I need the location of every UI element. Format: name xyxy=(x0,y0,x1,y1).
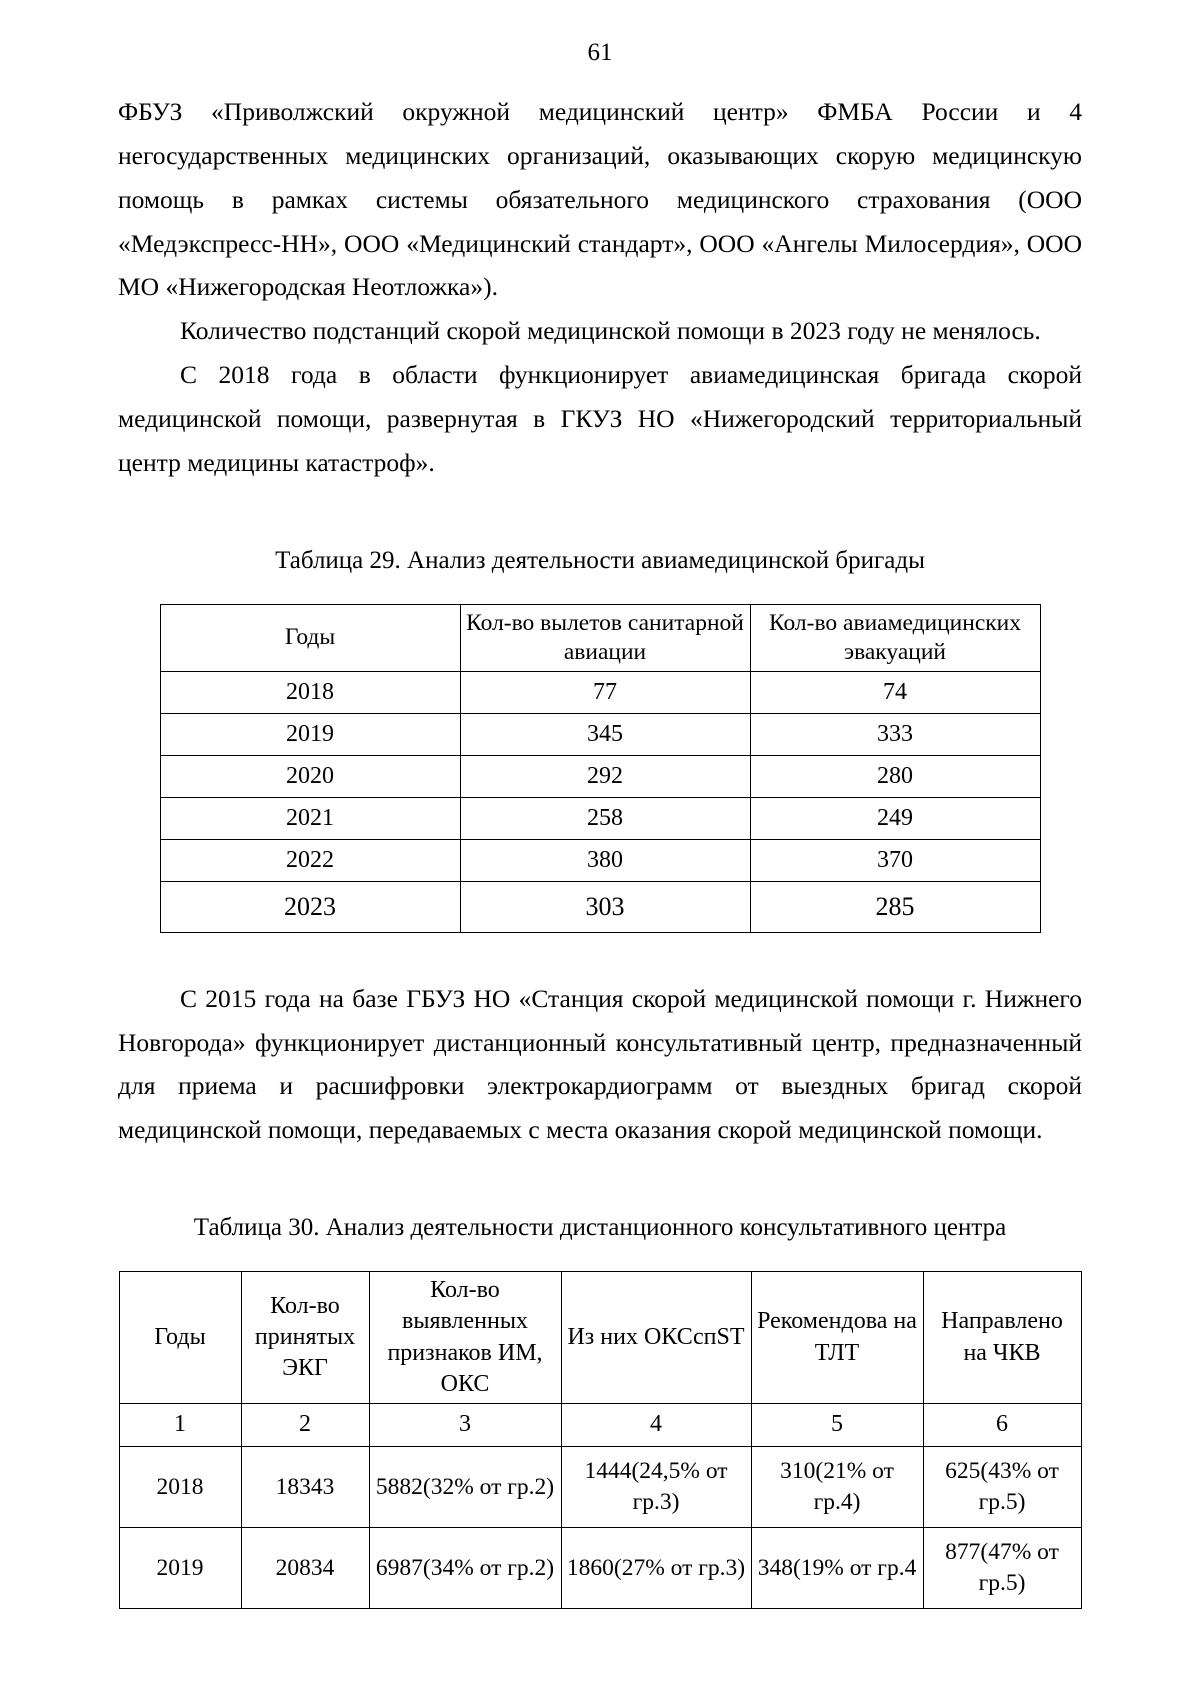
table-row xyxy=(160,713,1040,755)
table-cell: 380 xyxy=(460,839,750,881)
table-row xyxy=(119,1446,1081,1527)
table-cell: 2021 xyxy=(160,797,460,839)
table-30-header-cell: Направлено на ЧКВ xyxy=(923,1272,1081,1404)
spacer-caption-table-29 xyxy=(118,578,1082,604)
paragraph-3: С 2018 года в области функционирует авиамедицинская бригада скорой медицинской помощи, развернутая в ГКУЗ НО «Нижегородский территориальный центр медицины катастроф». xyxy=(118,360,1082,477)
table-cell: 18343 xyxy=(241,1446,369,1527)
table-30-number-cell: 3 xyxy=(369,1403,561,1446)
table-cell: 6987(34% от гр.2) xyxy=(369,1527,561,1608)
table-cell: 74 xyxy=(750,671,1040,713)
table-cell: 370 xyxy=(750,839,1040,881)
table-29-header-cell: Кол-во вылетов санитарной авиации xyxy=(460,604,750,671)
table-row xyxy=(160,797,1040,839)
table-cell: 625(43% от гр.5) xyxy=(923,1446,1081,1527)
paragraph-2: Количество подстанций скорой медицинской помощи в 2023 году не менялось. xyxy=(180,316,1041,346)
table-30-number-cell: 5 xyxy=(751,1403,923,1446)
spacer-before-table-30 xyxy=(118,1152,1082,1210)
paragraph-4: С 2015 года на базе ГБУЗ НО «Станция скорой медицинской помощи г. Нижнего Новгорода» функционирует дистанционный консультативный центр, предназначенный для приема и расшифровки электрокардиограмм от выездных бригад скорой медицинской помощи, передаваемых с места оказания скорой медицинской помощи. xyxy=(118,983,1082,1145)
spacer-after-table-29 xyxy=(118,933,1082,977)
table-cell: 249 xyxy=(750,797,1040,839)
table-cell: 1860(27% от гр.3) xyxy=(561,1527,751,1608)
table-30-number-cell: 6 xyxy=(923,1403,1081,1446)
table-30-numbering-row xyxy=(119,1403,1081,1446)
table-cell: 258 xyxy=(460,797,750,839)
table-cell: 1444(24,5% от гр.3) xyxy=(561,1446,751,1527)
table-row xyxy=(160,671,1040,713)
table-cell: 303 xyxy=(460,881,750,932)
table-cell: 77 xyxy=(460,671,750,713)
table-cell: 2019 xyxy=(119,1527,241,1608)
table-30-header-cell: Из них ОКСспST xyxy=(561,1272,751,1404)
table-30-number-cell: 2 xyxy=(241,1403,369,1446)
table-row xyxy=(160,755,1040,797)
table-29-caption: Таблица 29. Анализ деятельности авиамедицинской бригады xyxy=(275,546,925,574)
table-row xyxy=(119,1527,1081,1608)
table-30-caption: Таблица 30. Анализ деятельности дистанционного консультативного центра xyxy=(193,1214,1007,1242)
table-29-header-cell: Кол-во авиамедицинских эвакуаций xyxy=(750,604,1040,671)
table-cell: 2018 xyxy=(160,671,460,713)
table-row xyxy=(160,839,1040,881)
table-cell: 345 xyxy=(460,713,750,755)
table-cell: 2020 xyxy=(160,755,460,797)
table-29-header-cell: Годы xyxy=(160,604,460,671)
table-cell: 310(21% от гр.4) xyxy=(751,1446,923,1527)
table-cell: 2022 xyxy=(160,839,460,881)
table-cell: 2018 xyxy=(119,1446,241,1527)
page-number: 61 xyxy=(587,39,613,66)
table-cell: 2023 xyxy=(160,881,460,932)
table-30-header-cell: Кол-во выявленных признаков ИМ, ОКС xyxy=(369,1272,561,1404)
table-cell: 333 xyxy=(750,713,1040,755)
table-30-number-cell: 1 xyxy=(119,1403,241,1446)
table-30-header-cell: Рекомендова на ТЛТ xyxy=(751,1272,923,1404)
table-30-number-cell: 4 xyxy=(561,1403,751,1446)
table-cell: 20834 xyxy=(241,1527,369,1608)
table-30-header-cell: Кол-во принятых ЭКГ xyxy=(241,1272,369,1404)
paragraph-1: ФБУЗ «Приволжский окружной медицинский центр» ФМБА России и 4 негосударственных медицинских организаций, оказывающих скорую медицинскую помощь в рамках системы обязательного медицинского страхования (ООО «Медэкспресс-НН», ООО «Медицинский стандарт», ООО «Ангелы Милосердия», ООО МО «Нижегородская Неотложка»). xyxy=(118,97,1082,302)
table-cell: 292 xyxy=(460,755,750,797)
table-30-header-row xyxy=(119,1272,1081,1404)
table-cell: 280 xyxy=(750,755,1040,797)
table-30-header-cell: Годы xyxy=(119,1272,241,1404)
table-30 xyxy=(119,1271,1082,1609)
table-cell: 877(47% от гр.5) xyxy=(923,1527,1081,1608)
spacer-caption-table-30 xyxy=(118,1245,1082,1271)
table-cell: 348(19% от гр.4 xyxy=(751,1527,923,1608)
table-row xyxy=(160,881,1040,932)
table-cell: 2019 xyxy=(160,713,460,755)
table-29 xyxy=(160,604,1041,933)
spacer-before-table-29 xyxy=(118,485,1082,543)
table-cell: 5882(32% от гр.2) xyxy=(369,1446,561,1527)
table-cell: 285 xyxy=(750,881,1040,932)
table-29-header-row xyxy=(160,604,1040,671)
